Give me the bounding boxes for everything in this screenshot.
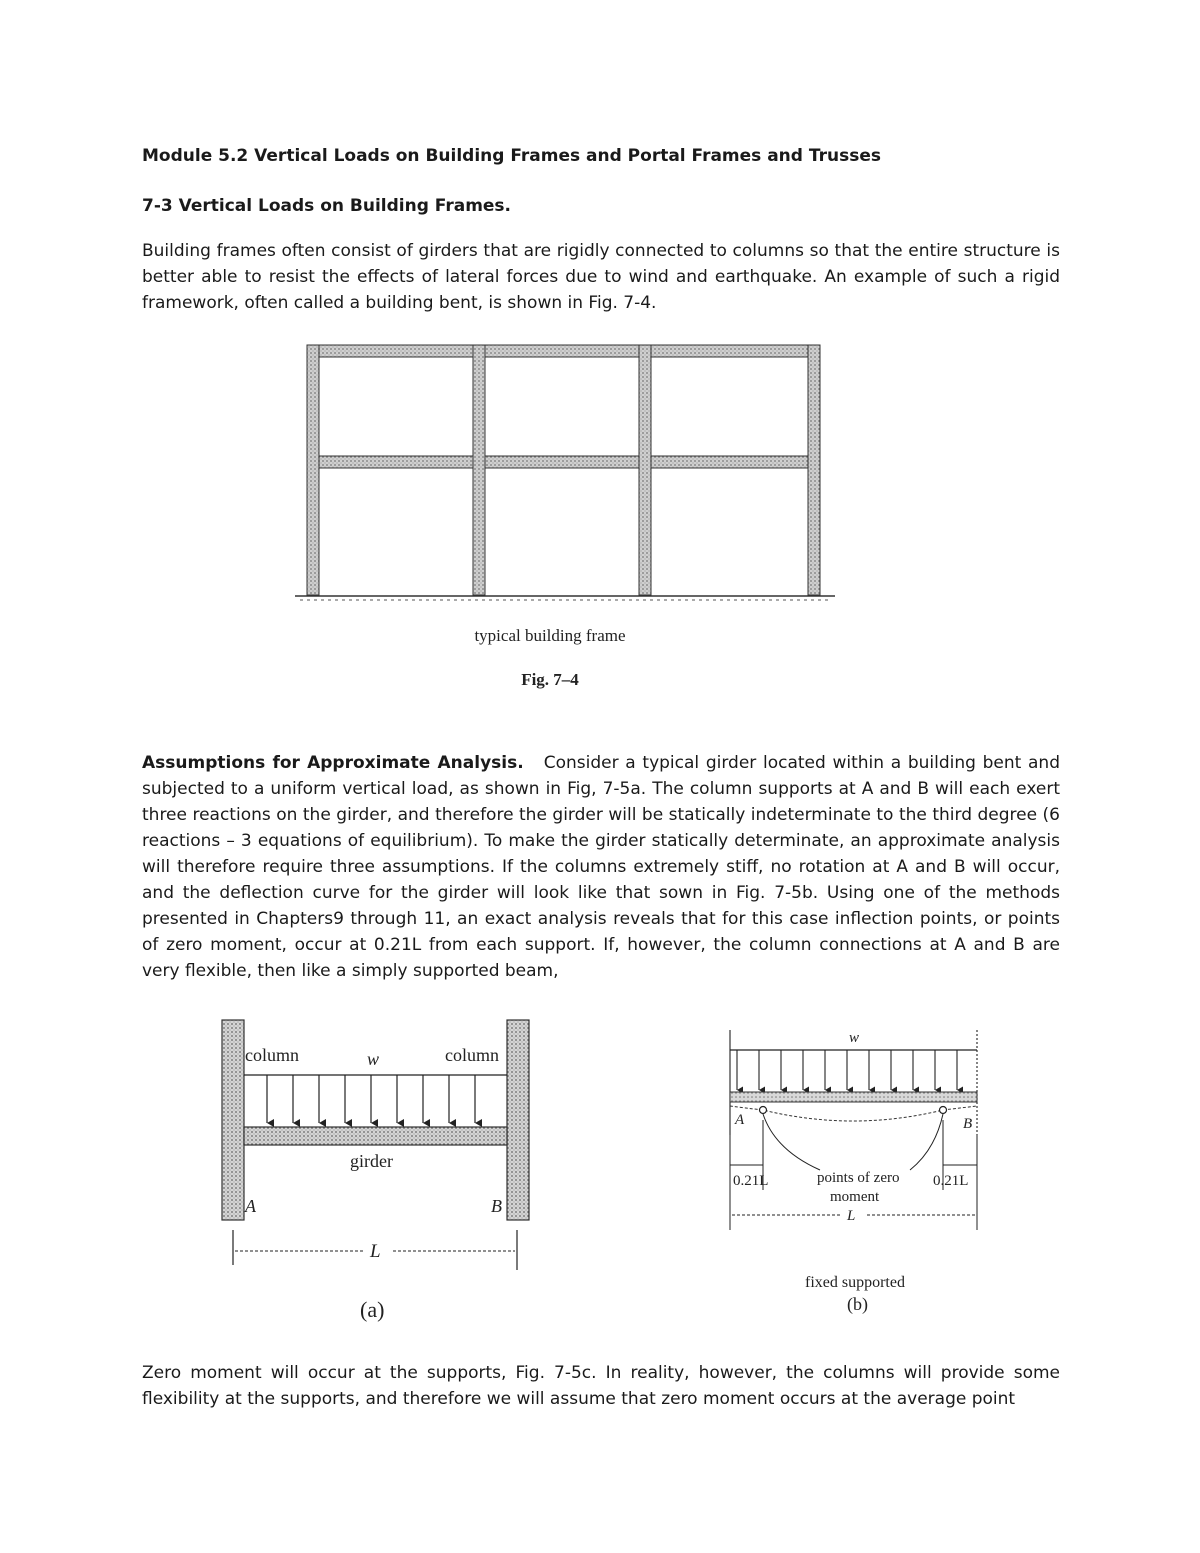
fig75b-label: (b) [847,1294,868,1314]
fig75a-support-a: A [245,1196,256,1216]
fig75b-span: L [847,1208,856,1224]
fig75a-column-right: column [445,1045,499,1065]
fig75b-caption: fixed supported [805,1274,905,1291]
fig75b-zero-moment-1: points of zero [817,1170,900,1186]
module-title: Module 5.2 Vertical Loads on Building Frames and Portal Frames and Trusses [142,146,881,166]
fig74-label: Fig. 7–4 [521,670,579,689]
fig75b-support-b: B [963,1116,973,1132]
assumptions-body: Consider a typical girder located within a building bent and subjected to a uniform vertical load, as shown in Fig, 7-5a. The column supports at A and B will each exert three reactions on the girder, and therefore the girder will be statically indeterminate to the third degree (6 reactions – 3 equations of equilibrium). To make the girder statically determinate, an approximate analysis will therefore require three assumptions. If the columns extremely stiff, no rotation at A and B will occur, and the deflection curve for the girder will look like that sown in Fig. 7-5b. Using one of the methods presented in Chapters9 through 11, an exact analysis reveals that for this case inflection points, or points of zero moment, occur at 0.21L from each support. If, however, the column connections at A and B are very flexible, then like a simply supported beam, [142,753,1060,981]
fig75b-load: w [849,1030,860,1046]
fig75a-girder: girder [350,1151,393,1171]
fig75a-label: (a) [360,1297,385,1322]
assumptions-heading: Assumptions for Approximate Analysis. [142,753,524,773]
fig75b-dim-left: 0.21L [733,1173,769,1189]
assumptions-paragraph [142,750,1060,984]
intro-paragraph: Building frames often consist of girders that are rigidly connected to columns so that the entire structure is better able to resist the effects of lateral forces due to wind and earthquake. An example of such a rigid framework, often called a building bent, is shown in Fig. 7-4. [142,241,1060,313]
fig75b-zero-moment-2: moment [830,1189,880,1205]
building-frame-figure [290,340,840,610]
fig75b-support-a: A [735,1112,745,1128]
fig75a-span: L [370,1241,381,1262]
fig75a-column-left: column [245,1045,299,1065]
fig75a-load: w [367,1049,380,1069]
section-title: 7-3 Vertical Loads on Building Frames. [142,196,512,216]
girder-figure-a [215,1015,535,1330]
fig75a-support-b: B [491,1196,502,1216]
girder-figure-b [715,1020,995,1320]
closing-paragraph: Zero moment will occur at the supports, Fig. 7-5c. In reality, however, the columns will provide some flexibility at the supports, and therefore we will assume that zero moment occurs at the average point [142,1363,1060,1409]
fig75b-dim-right: 0.21L [933,1173,969,1189]
fig74-caption: typical building frame [474,626,626,645]
